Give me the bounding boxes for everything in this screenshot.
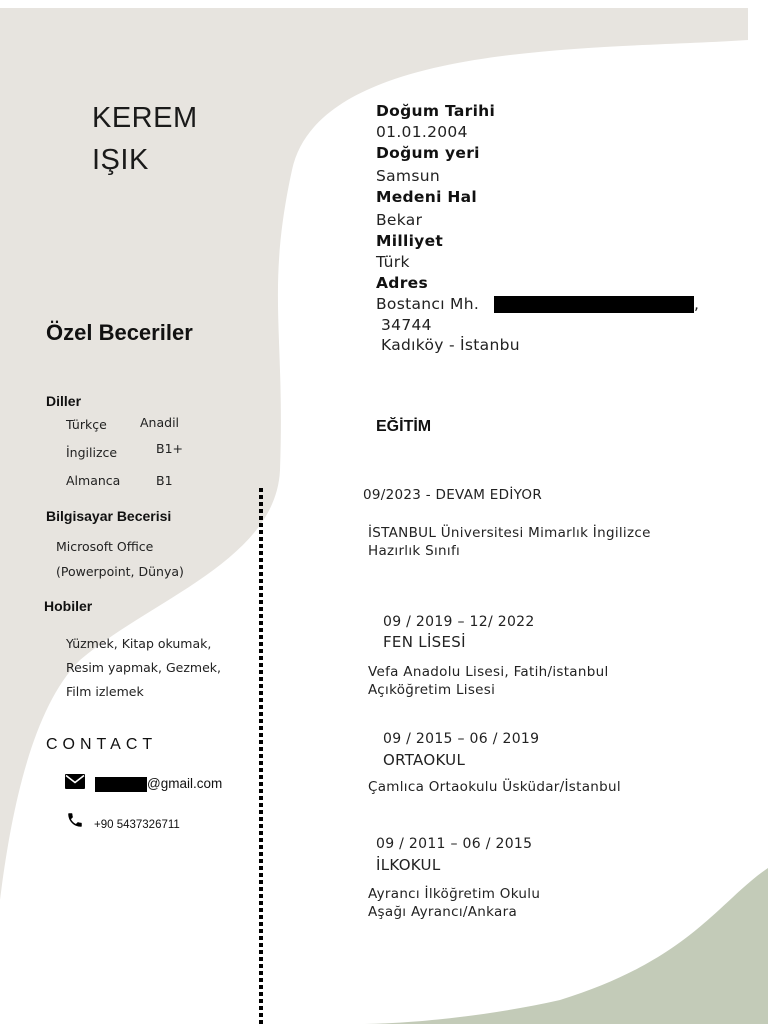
birth-date-label: Doğum Tarihi <box>376 102 496 120</box>
redacted-address <box>494 296 694 313</box>
hobbies-line: Yüzmek, Kitap okumak, <box>66 636 212 651</box>
phone-number[interactable]: +90 5437326711 <box>94 819 180 831</box>
education-period: 09 / 2019 – 12/ 2022 <box>383 614 535 630</box>
language-level: B1 <box>156 473 173 488</box>
education-title: EĞİTİM <box>376 418 432 435</box>
address-line: Kadıköy - İstanbu <box>381 336 520 354</box>
education-school: Ayrancı İlköğretim Okulu <box>368 886 541 902</box>
computer-skill-line: (Powerpoint, Dünya) <box>56 564 184 579</box>
education-school: Hazırlık Sınıfı <box>368 543 461 559</box>
education-school: Çamlıca Ortaokulu Üsküdar/İstanbul <box>368 779 621 795</box>
education-period: 09 / 2015 – 06 / 2019 <box>383 731 540 747</box>
redacted-email-user <box>95 777 147 792</box>
skills-title: Özel Beceriler <box>46 320 193 345</box>
nationality-label: Milliyet <box>376 232 444 250</box>
address-comma: , <box>694 295 700 313</box>
language-name: Türkçe <box>66 417 107 432</box>
dotted-divider <box>259 488 263 1024</box>
last-name: IŞIK <box>92 144 149 176</box>
education-period: 09/2023 - DEVAM EDİYOR <box>363 487 543 503</box>
birth-place-label: Doğum yeri <box>376 144 480 162</box>
nationality-value: Türk <box>376 253 410 271</box>
education-level: İLKOKUL <box>376 856 441 874</box>
computer-skills-title: Bilgisayar Becerisi <box>46 508 172 524</box>
education-school: İSTANBUL Üniversitesi Mimarlık İngilizce <box>368 525 651 541</box>
address-line: 34744 <box>381 316 432 334</box>
hobbies-title: Hobiler <box>44 598 93 614</box>
language-level: B1+ <box>156 441 184 456</box>
language-name: İngilizce <box>66 445 118 460</box>
envelope-icon <box>65 774 85 789</box>
education-school: Aşağı Ayrancı/Ankara <box>368 904 518 920</box>
language-name: Almanca <box>66 473 121 488</box>
first-name: KEREM <box>92 102 198 134</box>
birth-date-value: 01.01.2004 <box>376 123 468 141</box>
education-period: 09 / 2011 – 06 / 2015 <box>376 836 533 852</box>
hobbies-line: Resim yapmak, Gezmek, <box>66 660 221 675</box>
marital-status-value: Bekar <box>376 211 423 229</box>
birth-place-value: Samsun <box>376 167 440 185</box>
phone-icon <box>66 811 84 829</box>
education-school: Vefa Anadolu Lisesi, Fatih/istanbul <box>368 664 609 680</box>
education-level: ORTAOKUL <box>383 751 466 769</box>
hobbies-line: Film izlemek <box>66 684 144 699</box>
address-line: Bostancı Mh. <box>376 295 480 313</box>
email-address[interactable]: @gmail.com <box>147 776 223 791</box>
marital-status-label: Medeni Hal <box>376 188 478 206</box>
language-level: Anadil <box>140 415 180 430</box>
education-school: Açıköğretim Lisesi <box>368 682 496 698</box>
contact-title: CONTACT <box>46 736 158 753</box>
address-label: Adres <box>376 274 428 292</box>
education-level: FEN LİSESİ <box>383 633 466 651</box>
languages-title: Diller <box>46 393 82 409</box>
computer-skill-line: Microsoft Office <box>56 539 154 554</box>
